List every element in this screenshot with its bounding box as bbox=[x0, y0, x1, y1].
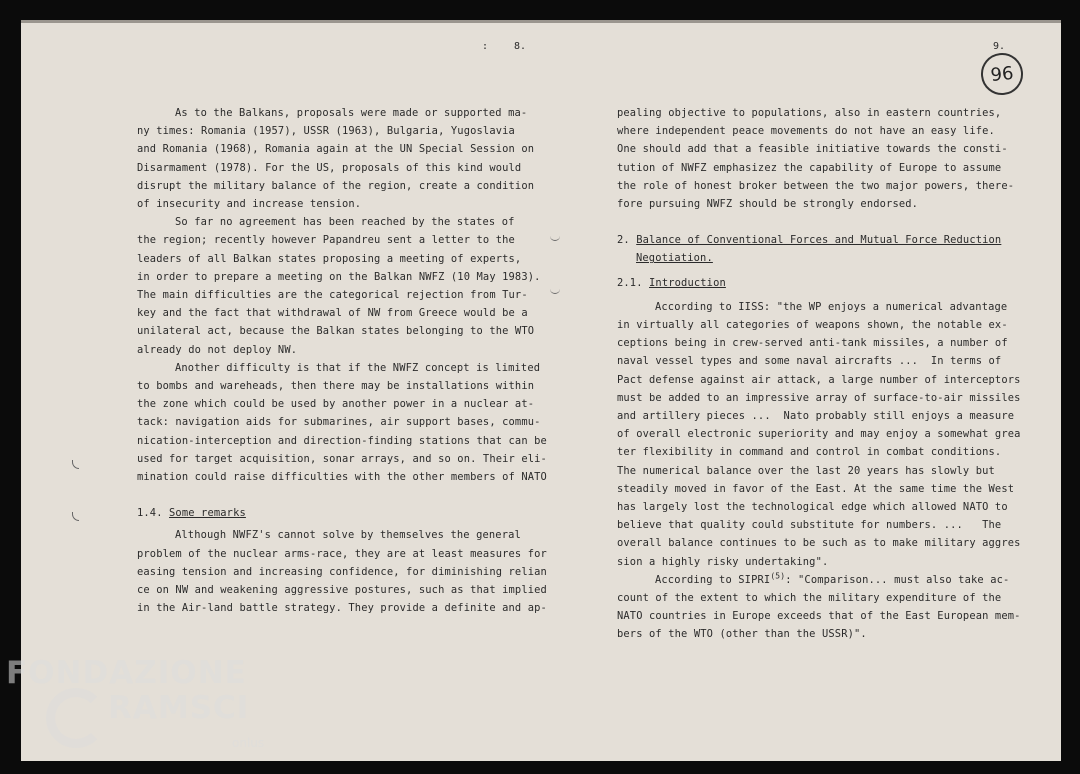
text-line: key and the fact that withdrawal of NW from Greece would be a bbox=[137, 307, 528, 320]
page-dot: : bbox=[482, 41, 489, 52]
text-line: naval vessel types and some naval aircrafts ... In terms of bbox=[617, 355, 1002, 368]
text-line: So far no agreement has been reached by the states of bbox=[175, 216, 515, 229]
text-line: believe that quality could substitute for numbers. ... The bbox=[617, 519, 1002, 532]
text-line: pealing objective to populations, also in eastern countries, bbox=[617, 107, 1002, 119]
heading-title: Some remarks bbox=[169, 507, 246, 520]
text-line: in virtually all categories of weapons shown, the notable ex- bbox=[617, 319, 1008, 332]
text-line: As to the Balkans, proposals were made or supported ma- bbox=[175, 107, 528, 119]
text-line: unilateral act, because the Balkan states belonging to the WTO bbox=[137, 325, 535, 338]
text-line: The main difficulties are the categorical rejection from Tur- bbox=[137, 289, 528, 302]
left-column bbox=[137, 104, 547, 617]
text-line: tution of NWFZ emphasizez the capability of Europe to assume bbox=[617, 161, 1002, 174]
subsection-heading-2-1 bbox=[617, 274, 1021, 292]
text-line: Another difficulty is that if the NWFZ concept is limited bbox=[175, 361, 541, 374]
text-line: leaders of all Balkan states proposing a meeting of experts, bbox=[137, 252, 522, 265]
text-line: the role of honest broker between the two major powers, there- bbox=[617, 179, 1015, 192]
text-line-sipri bbox=[617, 571, 1021, 589]
text-line: ceptions being in crew-served anti-tank missiles, a number of bbox=[617, 337, 1008, 350]
text-line: One should add that a feasible initiative towards the consti- bbox=[617, 143, 1008, 156]
text-line: used for target acquisition, sonar arrays, and so on. Their eli- bbox=[137, 452, 547, 465]
text-line: the region; recently however Papandreu sent a letter to the bbox=[137, 234, 515, 247]
text-line: the zone which could be used by another power in a nuclear at- bbox=[137, 398, 535, 411]
watermark-line2: RAMSCI bbox=[108, 690, 250, 726]
text-line: Disarmament (1978). For the US, proposals of this kind would bbox=[137, 161, 522, 174]
text-line: in order to prepare a meeting on the Balkan NWFZ (10 May 1983). bbox=[137, 270, 541, 283]
text-line: and artillery pieces ... Nato probably still enjoys a measure bbox=[617, 410, 1015, 423]
text-line: bers of the WTO (other than the USSR)". bbox=[617, 628, 867, 641]
text-line: fore pursuing NWFZ should be strongly endorsed. bbox=[617, 198, 919, 211]
footnote-ref: (5) bbox=[770, 571, 786, 581]
section-title-cont: Negotiation. bbox=[636, 252, 713, 265]
text-line: nication-interception and direction-finding stations that can be bbox=[137, 434, 547, 447]
page-number-right: 9. bbox=[993, 41, 1006, 52]
text-line: where independent peace movements do not have an easy life. bbox=[617, 125, 995, 138]
text-line: The numerical balance over the last 20 years has slowly but bbox=[617, 464, 995, 477]
text-line: in the Air-land battle strategy. They provide a definite and ap- bbox=[137, 602, 547, 615]
subsection-number: 2.1. bbox=[617, 276, 643, 289]
section-heading-2-cont bbox=[617, 249, 1021, 267]
watermark-g-logo bbox=[46, 688, 106, 748]
text-line: steadily moved in favor of the East. At the same time the West bbox=[617, 482, 1015, 495]
section-heading-2 bbox=[617, 231, 1021, 249]
text-line: disrupt the military balance of the region, create a condition bbox=[137, 179, 535, 192]
text-line: Pact defense against air attack, a large number of interceptors bbox=[617, 373, 1021, 386]
text-line: mination could raise difficulties with the other members of NATO bbox=[137, 471, 547, 484]
text-line: of overall electronic superiority and may enjoy a somewhat grea bbox=[617, 428, 1021, 441]
text-line: and Romania (1968), Romania again at the UN Special Session on bbox=[137, 143, 535, 156]
watermark-line3: onlus bbox=[232, 736, 265, 750]
text-line: must be added to an impressive array of surface-to-air missiles bbox=[617, 391, 1021, 404]
text-line: ter flexibility in command and control in combat conditions. bbox=[617, 446, 1002, 459]
subsection-title: Introduction bbox=[649, 276, 726, 289]
text-line: overall balance continues to be such as to make military aggres bbox=[617, 537, 1021, 550]
text-line: already do not deploy NW. bbox=[137, 343, 298, 356]
watermark-line1: FONDAZIONE bbox=[6, 655, 247, 691]
text-line: to bombs and wareheads, then there may be installations within bbox=[137, 380, 535, 393]
text-line: According to IISS: "the WP enjoys a numerical advantage bbox=[655, 300, 1008, 313]
handwritten-page-number: 96 bbox=[979, 51, 1025, 97]
section-number: 2. bbox=[617, 234, 630, 247]
text-line: ny times: Romania (1957), USSR (1963), Bulgaria, Yugoslavia bbox=[137, 125, 515, 138]
text-line: of insecurity and increase tension. bbox=[137, 198, 362, 211]
section-title: Balance of Conventional Forces and Mutual Force Reduction bbox=[636, 234, 1002, 247]
section-heading-1-4 bbox=[137, 504, 547, 522]
text-line: count of the extent to which the military expenditure of the bbox=[617, 592, 1002, 605]
text-fragment: According to SIPRI bbox=[655, 573, 771, 586]
page-number-left: 8. bbox=[514, 41, 527, 52]
text-line: problem of the nuclear arms-race, they are at least measures for bbox=[137, 547, 547, 560]
text-line: easing tension and increasing confidence, for diminishing relian bbox=[137, 565, 547, 578]
right-column bbox=[617, 104, 1021, 644]
text-line: NATO countries in Europe exceeds that of the East European mem- bbox=[617, 610, 1021, 623]
text-line: has largely lost the technological edge which allowed NATO to bbox=[617, 501, 1008, 514]
text-line: tack: navigation aids for submarines, air support bases, commu- bbox=[137, 416, 541, 429]
text-line: Although NWFZ's cannot solve by themselves the general bbox=[175, 529, 521, 542]
text-line: ce on NW and weakening aggressive postures, such as that implied bbox=[137, 584, 547, 597]
text-fragment: : "Comparison... must also take ac- bbox=[785, 573, 1010, 586]
heading-number: 1.4. bbox=[137, 507, 163, 520]
text-line: sion a highly risky undertaking". bbox=[617, 555, 829, 568]
